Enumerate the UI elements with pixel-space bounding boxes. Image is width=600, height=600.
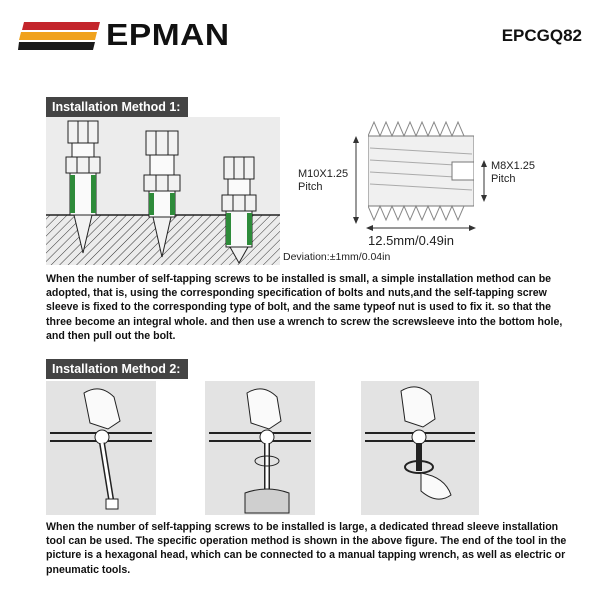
brand-stripes-logo bbox=[18, 22, 100, 50]
outer-thread-label: M10X1.25 Pitch bbox=[298, 168, 349, 193]
length-label: 12.5mm/0.49in bbox=[368, 233, 454, 248]
method-1-description: When the number of self-tapping screws to be installed is small, a simple installation method can be adopted, that is, using the corresponding specification of bolts and nuts,and the self-tapping screw sleeve is fixed to the corresponding type of bolt, and the same typeof nut is used to fix it. so that the three become an integral whole. and then use a wrench to screw the screwsleeve into the bottom hole, and then pull out the bolt. bbox=[46, 273, 563, 342]
brand-name: EPMAN bbox=[106, 17, 230, 52]
tool-step-2-illustration bbox=[205, 381, 315, 515]
method-2-description: When the number of self-tapping screws to be installed is large, a dedicated thread sleeve installation tool can be used. The specific operation method is shown in the above figure. The end of the tool in the picture is a hexagonal head, which can be connected to a manual tapping wrench, as well as electric or pneumatic tools. bbox=[46, 521, 567, 576]
section-2-title: Installation Method 2: bbox=[46, 359, 188, 379]
deviation-label: Deviation:±1mm/0.04in bbox=[283, 251, 391, 263]
tool-step-1-illustration bbox=[46, 381, 156, 515]
bolt-illustrations bbox=[46, 117, 280, 265]
dimension-lines bbox=[352, 118, 492, 248]
inner-thread-label: M8X1.25 Pitch bbox=[491, 160, 536, 185]
model-number: EPCGQ82 bbox=[501, 26, 582, 45]
tool-step-3-illustration bbox=[361, 381, 479, 515]
bolt-assembly-3 bbox=[222, 157, 256, 263]
section-1-title: Installation Method 1: bbox=[46, 97, 188, 117]
